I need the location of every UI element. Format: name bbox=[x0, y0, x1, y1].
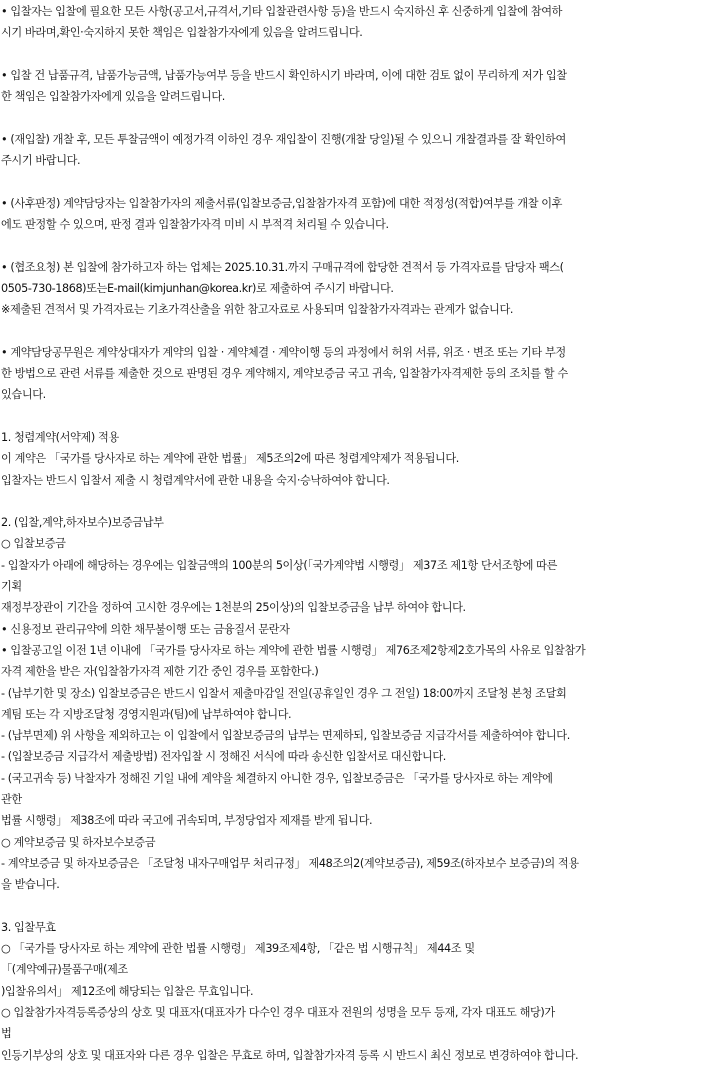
paragraph-gap bbox=[1, 235, 718, 256]
paragraph-gap bbox=[1, 491, 718, 512]
text-line: - (납부기한 및 장소) 입찰보증금은 반드시 입찰서 제출마감일 전일(공휴일인 경우 그 전일) 18:00까지 조달청 본청 조달회 bbox=[1, 686, 567, 700]
text-line: ○ 계약보증금 및 하자보수보증금 bbox=[1, 835, 156, 849]
text-line: 을 받습니다. bbox=[1, 878, 60, 892]
text-line: 기획 bbox=[1, 580, 22, 594]
notice-paragraph bbox=[1, 257, 718, 321]
paragraph-gap bbox=[1, 44, 718, 65]
text-line: • 입찰자는 입찰에 필요한 모든 사항(공고서,규격서,기타 입찰관련사항 등)을 반드시 숙지하신 후 신중하게 입찰에 참여하 bbox=[1, 5, 563, 18]
text-line: - (입찰보증금 지급각서 제출방법) 전자입찰 시 정해진 서식에 따라 송신한 입찰서로 대신합니다. bbox=[1, 750, 446, 764]
text-line: 1. 청렴계약(서약제) 적용 bbox=[1, 430, 119, 444]
text-line: 한 책임은 입찰참가자에게 있음을 알려드립니다. bbox=[1, 90, 225, 104]
text-line: 에도 판정할 수 있으며, 판정 결과 입찰참가자격 미비 시 부적격 처리될 수 있습니다. bbox=[1, 217, 389, 231]
text-line: - (국고귀속 등) 낙찰자가 정해진 기일 내에 계약을 체결하지 아니한 경우, 입찰보증금은 「국가를 당사자로 하는 계약에 bbox=[1, 771, 553, 785]
text-line: • (재입찰) 개찰 후, 모든 투찰금액이 예정가격 이하인 경우 재입찰이 진행(개찰 당일)될 수 있으니 개찰결과를 잘 확인하여 bbox=[1, 132, 566, 146]
text-line: 법 bbox=[1, 1027, 12, 1041]
text-line: 한 방법으로 관련 서류를 제출한 것으로 판명된 경우 계약해지, 계약보증금 국고 귀속, 입찰참가자격제한 등의 조치를 할 수 bbox=[1, 367, 568, 381]
text-line: - (납부면제) 위 사항을 제외하고는 이 입찰에서 입찰보증금의 납부는 면제하되, 입찰보증금 지급각서를 제출하여야 합니다. bbox=[1, 729, 570, 743]
text-line: • (사후판정) 계약담당자는 입찰참가자의 제출서류(입찰보증금,입찰참가자격 포함)에 대한 적정성(적합)여부를 개찰 이후 bbox=[1, 196, 563, 210]
notice-paragraph bbox=[1, 512, 718, 895]
notice-paragraph bbox=[1, 193, 718, 236]
text-line: • (협조요청) 본 입찰에 참가하고자 하는 업체는 2025.10.31.까지 구매규격에 합당한 견적서 등 가격자료를 담당자 팩스( bbox=[1, 260, 564, 274]
text-line: 「(계약예규)물품구매(제조 bbox=[1, 963, 128, 977]
paragraph-gap bbox=[1, 107, 718, 128]
notice-paragraph bbox=[1, 342, 718, 406]
text-line: 0505-730-1868)또는E-mail(kimjunhan@korea.kr)로 제출하여 주시기 바랍니다. bbox=[1, 281, 394, 295]
text-line: ○ 「국가를 당사자로 하는 계약에 관한 법률 시행령」 제39조제4항, 「같은 법 시행규칙」 제44조 및 bbox=[1, 942, 475, 956]
paragraph-gap bbox=[1, 171, 718, 192]
text-line: • 입찰공고일 이전 1년 이내에 「국가를 당사자로 하는 계약에 관한 법률 시행령」 제76조제2항제2호가목의 사유로 입찰참가 bbox=[1, 643, 586, 657]
text-line: ※제출된 견적서 및 가격자료는 기초가격산출을 위한 참고자료로 사용되며 입찰참가자격과는 관계가 없습니다. bbox=[1, 303, 514, 317]
text-line: 이 계약은 「국가를 당사자로 하는 계약에 관한 법률」 제5조의2에 따른 청렴계약제가 적용됩니다. bbox=[1, 452, 459, 466]
text-line: 3. 입찰무효 bbox=[1, 920, 56, 934]
text-line: ○ 입찰참가자격등록증상의 상호 및 대표자(대표자가 다수인 경우 대표자 전원의 성명을 모두 등재, 각자 대표도 해당)가 bbox=[1, 1005, 555, 1019]
text-line: - 계약보증금 및 하자보증금은 「조달청 내자구매업무 처리규정」 제48조의2(계약보증금), 제59조(하자보수 보증금)의 적용 bbox=[1, 856, 579, 870]
text-line: 재정부장관이 기간을 정하여 고시한 경우에는 1천분의 25이상)의 입찰보증금을 납부 하여야 합니다. bbox=[1, 601, 466, 615]
text-line: 입찰자는 반드시 입찰서 제출 시 청렴계약서에 관한 내용을 숙지·승낙하여야 합니다. bbox=[1, 473, 390, 487]
text-line: • 신용정보 관리규약에 의한 채무불이행 또는 금융질서 문란자 bbox=[1, 622, 290, 636]
text-line: 있습니다. bbox=[1, 388, 46, 402]
text-line: 관한 bbox=[1, 792, 22, 806]
text-line: ○ 입찰보증금 bbox=[1, 537, 66, 551]
text-line: 주시기 바랍니다. bbox=[1, 154, 81, 168]
notice-paragraph bbox=[1, 917, 718, 1066]
notice-paragraph bbox=[1, 65, 718, 108]
text-line: 법률 시행령」 제38조에 따라 국고에 귀속되며, 부정당업자 제재를 받게 됩니다. bbox=[1, 814, 373, 828]
notice-paragraph bbox=[1, 129, 718, 172]
notice-paragraph bbox=[1, 1, 718, 44]
paragraph-gap bbox=[1, 320, 718, 341]
text-line: 계팀 또는 각 지방조달청 경영지원과(팀)에 납부하여야 합니다. bbox=[1, 707, 292, 721]
paragraph-gap bbox=[1, 895, 718, 916]
text-line: • 계약담당공무원은 계약상대자가 계약의 입찰 · 계약체결 · 계약이행 등의 과정에서 허위 서류, 위조 · 변조 또는 기타 부정 bbox=[1, 345, 566, 359]
text-line: 자격 제한을 받은 자(입찰참가자격 제한 기간 중인 경우를 포함한다.) bbox=[1, 665, 319, 679]
text-line: )입찰유의서」 제12조에 해당되는 입찰은 무효입니다. bbox=[1, 984, 254, 998]
text-line: 시기 바라며,확인·숙지하지 못한 책임은 입찰참가자에게 있음을 알려드립니다. bbox=[1, 26, 363, 40]
text-line: 2. (입찰,계약,하자보수)보증금납부 bbox=[1, 516, 164, 530]
text-line: - 입찰자가 아래에 해당하는 경우에는 입찰금액의 100분의 5이상(「국가계약법 시행령」 제37조 제1항 단서조항에 따른 bbox=[1, 558, 557, 572]
text-line: • 입찰 건 납품규격, 납품가능금액, 납품가능여부 등을 반드시 확인하시기 바라며, 이에 대한 검토 없이 무리하게 저가 입찰 bbox=[1, 68, 567, 82]
paragraph-gap bbox=[1, 406, 718, 427]
text-line: 인등기부상의 상호 및 대표자와 다른 경우 입찰은 무효로 하며, 입찰참가자격 등록 시 반드시 최신 정보로 변경하여야 합니다. bbox=[1, 1048, 579, 1062]
notice-paragraph bbox=[1, 427, 718, 491]
